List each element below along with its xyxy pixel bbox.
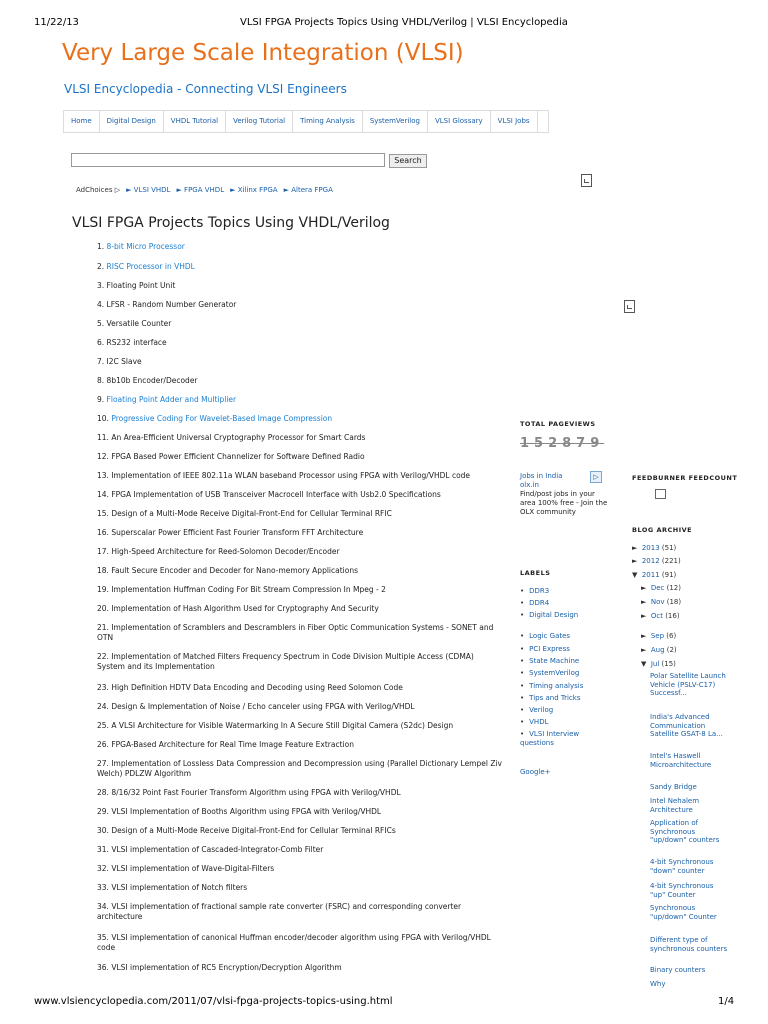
archive-period-link[interactable]: Nov	[650, 598, 665, 606]
expand-arrow-icon[interactable]: ►	[641, 584, 647, 592]
topic-text: Fault Secure Encoder and Decoder for Nano-memory Applications	[111, 566, 358, 575]
nav-item[interactable]: VLSI Jobs	[491, 111, 538, 132]
topic-text: VLSI Implementation of Booths Algorithm using FPGA with Verilog/VHDL	[111, 807, 382, 816]
topic-item	[97, 902, 502, 922]
jobs-source[interactable]: olx.in	[520, 481, 539, 489]
topic-number: 31.	[97, 845, 109, 854]
ad-choices-icon[interactable]: ▷	[590, 471, 602, 483]
pageviews-counter: 152879	[520, 436, 605, 451]
expand-arrow-icon[interactable]: ►	[641, 598, 647, 606]
archive-heading: BLOG ARCHIVE	[632, 526, 693, 534]
topic-number: 29.	[97, 807, 109, 816]
topic-text: Implementation of IEEE 802.11a WLAN baseband Processor using FPGA with Verilog/VHDL code	[111, 471, 471, 480]
topic-item	[97, 300, 502, 310]
label-link[interactable]: • VHDL	[520, 718, 615, 727]
archive-post-link[interactable]: Intel Nehalem Architecture	[650, 797, 700, 814]
topic-text: Implementation of Lossless Data Compression and Decompression using (Parallel Dictionary Lempel Ziv Welch) PDLZW Algorithm	[97, 759, 502, 778]
topic-item	[97, 759, 502, 779]
search-input[interactable]	[71, 153, 385, 167]
topic-item	[97, 547, 502, 557]
archive-count: (6)	[666, 632, 677, 640]
topic-text: 8/16/32 Point Fast Fourier Transform Algorithm using FPGA with Verilog/VHDL	[111, 788, 401, 797]
jobs-link[interactable]: Jobs in India	[520, 472, 563, 480]
archive-post-link[interactable]: Why	[650, 980, 666, 988]
archive-period-link[interactable]: 2013	[641, 544, 660, 552]
site-subtitle: VLSI Encyclopedia - Connecting VLSI Engineers	[64, 82, 347, 96]
topic-text: RS232 interface	[106, 338, 167, 347]
topic-item	[97, 281, 502, 291]
label-link[interactable]: • Verilog	[520, 706, 615, 715]
topic-number: 13.	[97, 471, 109, 480]
topic-number: 8.	[97, 376, 105, 385]
label-link[interactable]: • DDR3	[520, 587, 615, 596]
archive-row	[641, 660, 676, 668]
topic-item	[97, 433, 502, 443]
archive-period-link[interactable]: Oct	[650, 612, 663, 620]
adchoices-label[interactable]: AdChoices ▷	[76, 186, 121, 194]
search-button[interactable]: Search	[389, 154, 427, 168]
feedcount-image	[655, 489, 666, 499]
nav-item[interactable]: SystemVerilog	[363, 111, 428, 132]
topic-item	[97, 490, 502, 500]
topic-number: 34.	[97, 902, 109, 911]
topic-text: VLSI implementation of Notch filters	[111, 883, 248, 892]
topic-item	[97, 338, 502, 348]
topic-item	[97, 528, 502, 538]
topic-number: 15.	[97, 509, 109, 518]
topic-number: 9.	[97, 395, 105, 404]
archive-period-link[interactable]: Jul	[650, 660, 660, 668]
topic-number: 10.	[97, 414, 109, 423]
topic-number: 6.	[97, 338, 105, 347]
archive-period-link[interactable]: 2011	[641, 571, 660, 579]
topic-number: 21.	[97, 623, 109, 632]
topic-number: 26.	[97, 740, 109, 749]
topic-item	[97, 585, 502, 595]
topic-item	[97, 652, 502, 672]
topic-item	[97, 845, 502, 855]
ad-bar	[76, 186, 333, 194]
topic-number: 36.	[97, 963, 109, 972]
archive-count: (18)	[666, 598, 682, 606]
archive-count: (2)	[666, 646, 677, 654]
topic-text: A VLSI Architecture for Visible Watermarking In A Secure Still Digital Camera (S2dc) Design	[111, 721, 454, 730]
topic-item	[97, 623, 502, 643]
ad-link[interactable]: ► VLSI VHDL	[126, 186, 171, 194]
archive-post-link[interactable]: Binary counters	[650, 966, 706, 974]
topic-text: FPGA Based Power Efficient Channelizer for Software Defined Radio	[111, 452, 365, 461]
archive-row	[641, 632, 676, 640]
topic-number: 35.	[97, 933, 109, 942]
topic-link[interactable]: Floating Point Adder and Multiplier	[106, 395, 237, 404]
topic-text: LFSR - Random Number Generator	[106, 300, 237, 309]
topic-number: 22.	[97, 652, 109, 661]
topic-link[interactable]: 8-bit Micro Processor	[106, 242, 185, 251]
topic-item	[97, 933, 502, 953]
archive-row	[632, 557, 681, 565]
topic-link[interactable]: RISC Processor in VHDL	[106, 262, 195, 271]
topic-item	[97, 357, 502, 367]
topic-item	[97, 604, 502, 614]
topic-text: Implementation Huffman Coding For Bit Stream Compression In Mpeg - 2	[111, 585, 386, 594]
topic-text: 8b10b Encoder/Decoder	[106, 376, 198, 385]
archive-period-link[interactable]: 2012	[641, 557, 660, 565]
topic-number: 12.	[97, 452, 109, 461]
topic-text: Design & Implementation of Noise / Echo canceler using FPGA with Verilog/VHDL	[111, 702, 415, 711]
topic-text: Implementation of Hash Algorithm Used for Cryptography And Security	[111, 604, 379, 613]
google-plus-link[interactable]: Google+	[520, 768, 551, 776]
topic-number: 20.	[97, 604, 109, 613]
topic-item	[97, 566, 502, 576]
archive-post-link[interactable]: Polar Satellite Launch Vehicle (PSLV-C17) Successf...	[650, 672, 726, 697]
label-link[interactable]: • SystemVerilog	[520, 669, 615, 678]
archive-count: (16)	[665, 612, 680, 620]
archive-post-link[interactable]: Application of Synchronous "up/down" counters	[650, 819, 720, 844]
archive-period-link[interactable]: Sep	[650, 632, 665, 640]
topic-link[interactable]: Progressive Coding For Wavelet-Based Image Compression	[111, 414, 333, 423]
topic-number: 7.	[97, 357, 105, 366]
archive-row	[632, 571, 676, 579]
topic-item	[97, 319, 502, 329]
topic-item	[97, 376, 502, 386]
ad-link[interactable]: ► Altera FPGA	[283, 186, 333, 194]
archive-count: (91)	[661, 571, 677, 579]
nav-item[interactable]: Timing Analysis	[293, 111, 363, 132]
topic-item	[97, 740, 502, 750]
topic-number: 18.	[97, 566, 109, 575]
jobs-desc: Find/post jobs in your area 100% free - Join the OLX community	[520, 490, 608, 516]
broken-image-icon	[624, 300, 635, 313]
topic-item	[97, 471, 502, 481]
topic-item	[97, 702, 502, 712]
archive-post-link[interactable]: Intel's Haswell Microarchitecture	[650, 752, 712, 769]
expand-arrow-icon[interactable]: ►	[632, 544, 638, 552]
topic-text: VLSI implementation of RC5 Encryption/Decryption Algorithm	[111, 963, 342, 972]
topic-number: 14.	[97, 490, 109, 499]
labels-heading: LABELS	[520, 569, 551, 577]
topic-number: 16.	[97, 528, 109, 537]
topic-text: Floating Point Unit	[106, 281, 176, 290]
archive-count: (51)	[661, 544, 677, 552]
collapse-arrow-icon[interactable]: ▼	[641, 660, 647, 668]
topic-item	[97, 807, 502, 817]
topic-text: Implementation of Matched Filters Frequency Spectrum in Code Division Multiple Access (CDMA) System and its Implementation	[97, 652, 474, 671]
archive-period-link[interactable]: Aug	[650, 646, 665, 654]
broken-image-icon	[581, 174, 592, 187]
topic-item	[97, 452, 502, 462]
expand-arrow-icon[interactable]: ►	[641, 646, 647, 654]
topic-item[interactable]	[97, 242, 502, 252]
label-link[interactable]: • Logic Gates	[520, 632, 615, 641]
topic-item	[97, 721, 502, 731]
print-url: www.vlsiencyclopedia.com/2011/07/vlsi-fpga-projects-topics-using.html	[34, 996, 393, 1007]
topic-text: Design of a Multi-Mode Receive Digital-Front-End for Cellular Terminal RFICs	[111, 826, 396, 835]
archive-count: (12)	[666, 584, 681, 592]
topic-number: 11.	[97, 433, 109, 442]
topic-number: 28.	[97, 788, 109, 797]
topic-text: VLSI implementation of Cascaded-Integrator-Comb Filter	[111, 845, 324, 854]
archive-post-link[interactable]: 4-bit Synchronous "up" Counter	[650, 882, 714, 899]
topic-number: 19.	[97, 585, 109, 594]
nav-item[interactable]: VLSI Glossary	[428, 111, 491, 132]
topic-item	[97, 963, 502, 973]
topic-text: High Definition HDTV Data Encoding and Decoding using Reed Solomon Code	[111, 683, 403, 692]
label-link[interactable]: • VLSI Interview questions	[520, 730, 615, 748]
print-doc-title: VLSI FPGA Projects Topics Using VHDL/Verilog | VLSI Encyclopedia	[240, 17, 568, 28]
ad-link[interactable]: ► FPGA VHDL	[176, 186, 225, 194]
topic-number: 30.	[97, 826, 109, 835]
topic-item[interactable]	[97, 395, 502, 405]
topic-item	[97, 826, 502, 836]
label-link[interactable]: • DDR4	[520, 599, 615, 608]
expand-arrow-icon[interactable]: ►	[641, 632, 647, 640]
topic-number: 27.	[97, 759, 109, 768]
label-link[interactable]: • State Machine	[520, 657, 615, 666]
archive-count: (221)	[661, 557, 681, 565]
label-link[interactable]: • Tips and Tricks	[520, 694, 615, 703]
topic-text: FPGA Implementation of USB Transceiver Macrocell Interface with Usb2.0 Specifications	[111, 490, 441, 499]
topic-number: 25.	[97, 721, 109, 730]
topic-number: 33.	[97, 883, 109, 892]
archive-post-link[interactable]: India's Advanced Communication Satellite GSAT-8 La...	[650, 713, 723, 738]
topic-item[interactable]	[97, 414, 502, 424]
topic-text: Versatile Counter	[106, 319, 172, 328]
archive-row	[641, 612, 680, 620]
topic-text: FPGA-Based Architecture for Real Time Image Feature Extraction	[111, 740, 354, 749]
pageviews-heading: TOTAL PAGEVIEWS	[520, 420, 596, 428]
topic-number: 2.	[97, 262, 105, 271]
feedcount-heading: FEEDBURNER FEEDCOUNT	[632, 474, 738, 482]
topic-number: 24.	[97, 702, 109, 711]
topic-number: 17.	[97, 547, 109, 556]
topic-item	[97, 788, 502, 798]
archive-post-link[interactable]: Sandy Bridge	[650, 783, 697, 791]
archive-row	[641, 584, 681, 592]
site-title[interactable]: Very Large Scale Integration (VLSI)	[62, 40, 464, 66]
ad-link[interactable]: ► Xilinx FPGA	[230, 186, 278, 194]
archive-row	[641, 646, 677, 654]
topic-item[interactable]	[97, 262, 502, 272]
topic-item	[97, 509, 502, 519]
archive-period-link[interactable]: Dec	[650, 584, 665, 592]
archive-row	[641, 598, 681, 606]
topic-text: VLSI implementation of fractional sample rate converter (FSRC) and corresponding converter architecture	[97, 902, 462, 921]
topic-text: VLSI implementation of Wave-Digital-Filters	[111, 864, 275, 873]
topic-text: VLSI implementation of canonical Huffman encoder/decoder algorithm using FPGA with Verilog/VHDL code	[97, 933, 491, 952]
topic-number: 1.	[97, 242, 105, 251]
topic-number: 23.	[97, 683, 109, 692]
topic-text: An Area-Efficient Universal Cryptography Processor for Smart Cards	[111, 433, 366, 442]
post-title: VLSI FPGA Projects Topics Using VHDL/Verilog	[72, 215, 390, 231]
topic-item	[97, 683, 502, 693]
nav-item[interactable]: Digital Design	[100, 111, 164, 132]
topic-text: Design of a Multi-Mode Receive Digital-Front-End for Cellular Terminal RFIC	[111, 509, 392, 518]
archive-post-link[interactable]: 4-bit Synchronous "down" counter	[650, 858, 714, 875]
topic-number: 32.	[97, 864, 109, 873]
topic-number: 5.	[97, 319, 105, 328]
collapse-arrow-icon[interactable]: ▼	[632, 571, 638, 579]
expand-arrow-icon[interactable]: ►	[632, 557, 638, 565]
label-link[interactable]: • Timing analysis	[520, 682, 615, 691]
topic-number: 4.	[97, 300, 105, 309]
label-link[interactable]: • PCI Express	[520, 645, 615, 654]
topic-number: 3.	[97, 281, 105, 290]
topic-item	[97, 864, 502, 874]
print-page-number: 1/4	[718, 996, 735, 1007]
archive-post-link[interactable]: Different type of synchronous counters	[650, 936, 728, 953]
nav-item[interactable]: Verilog Tutorial	[226, 111, 293, 132]
topic-item	[97, 883, 502, 893]
main-nav	[63, 110, 549, 133]
topic-text: I2C Slave	[106, 357, 142, 366]
nav-item[interactable]: Home	[64, 111, 100, 132]
print-date: 11/22/13	[34, 17, 79, 28]
archive-row	[632, 544, 676, 552]
archive-post-link[interactable]: Synchronous "up/down" Counter	[650, 904, 717, 921]
expand-arrow-icon[interactable]: ►	[641, 612, 647, 620]
label-link[interactable]: • Digital Design	[520, 611, 615, 620]
topic-text: Implementation of Scramblers and Descramblers in Fiber Optic Communication Systems - SONET and OTN	[97, 623, 494, 642]
nav-item[interactable]: VHDL Tutorial	[164, 111, 226, 132]
archive-count: (15)	[661, 660, 676, 668]
topic-text: Superscalar Power Efficient Fast Fourier Transform FFT Architecture	[111, 528, 364, 537]
topic-text: High-Speed Architecture for Reed-Solomon Decoder/Encoder	[111, 547, 340, 556]
